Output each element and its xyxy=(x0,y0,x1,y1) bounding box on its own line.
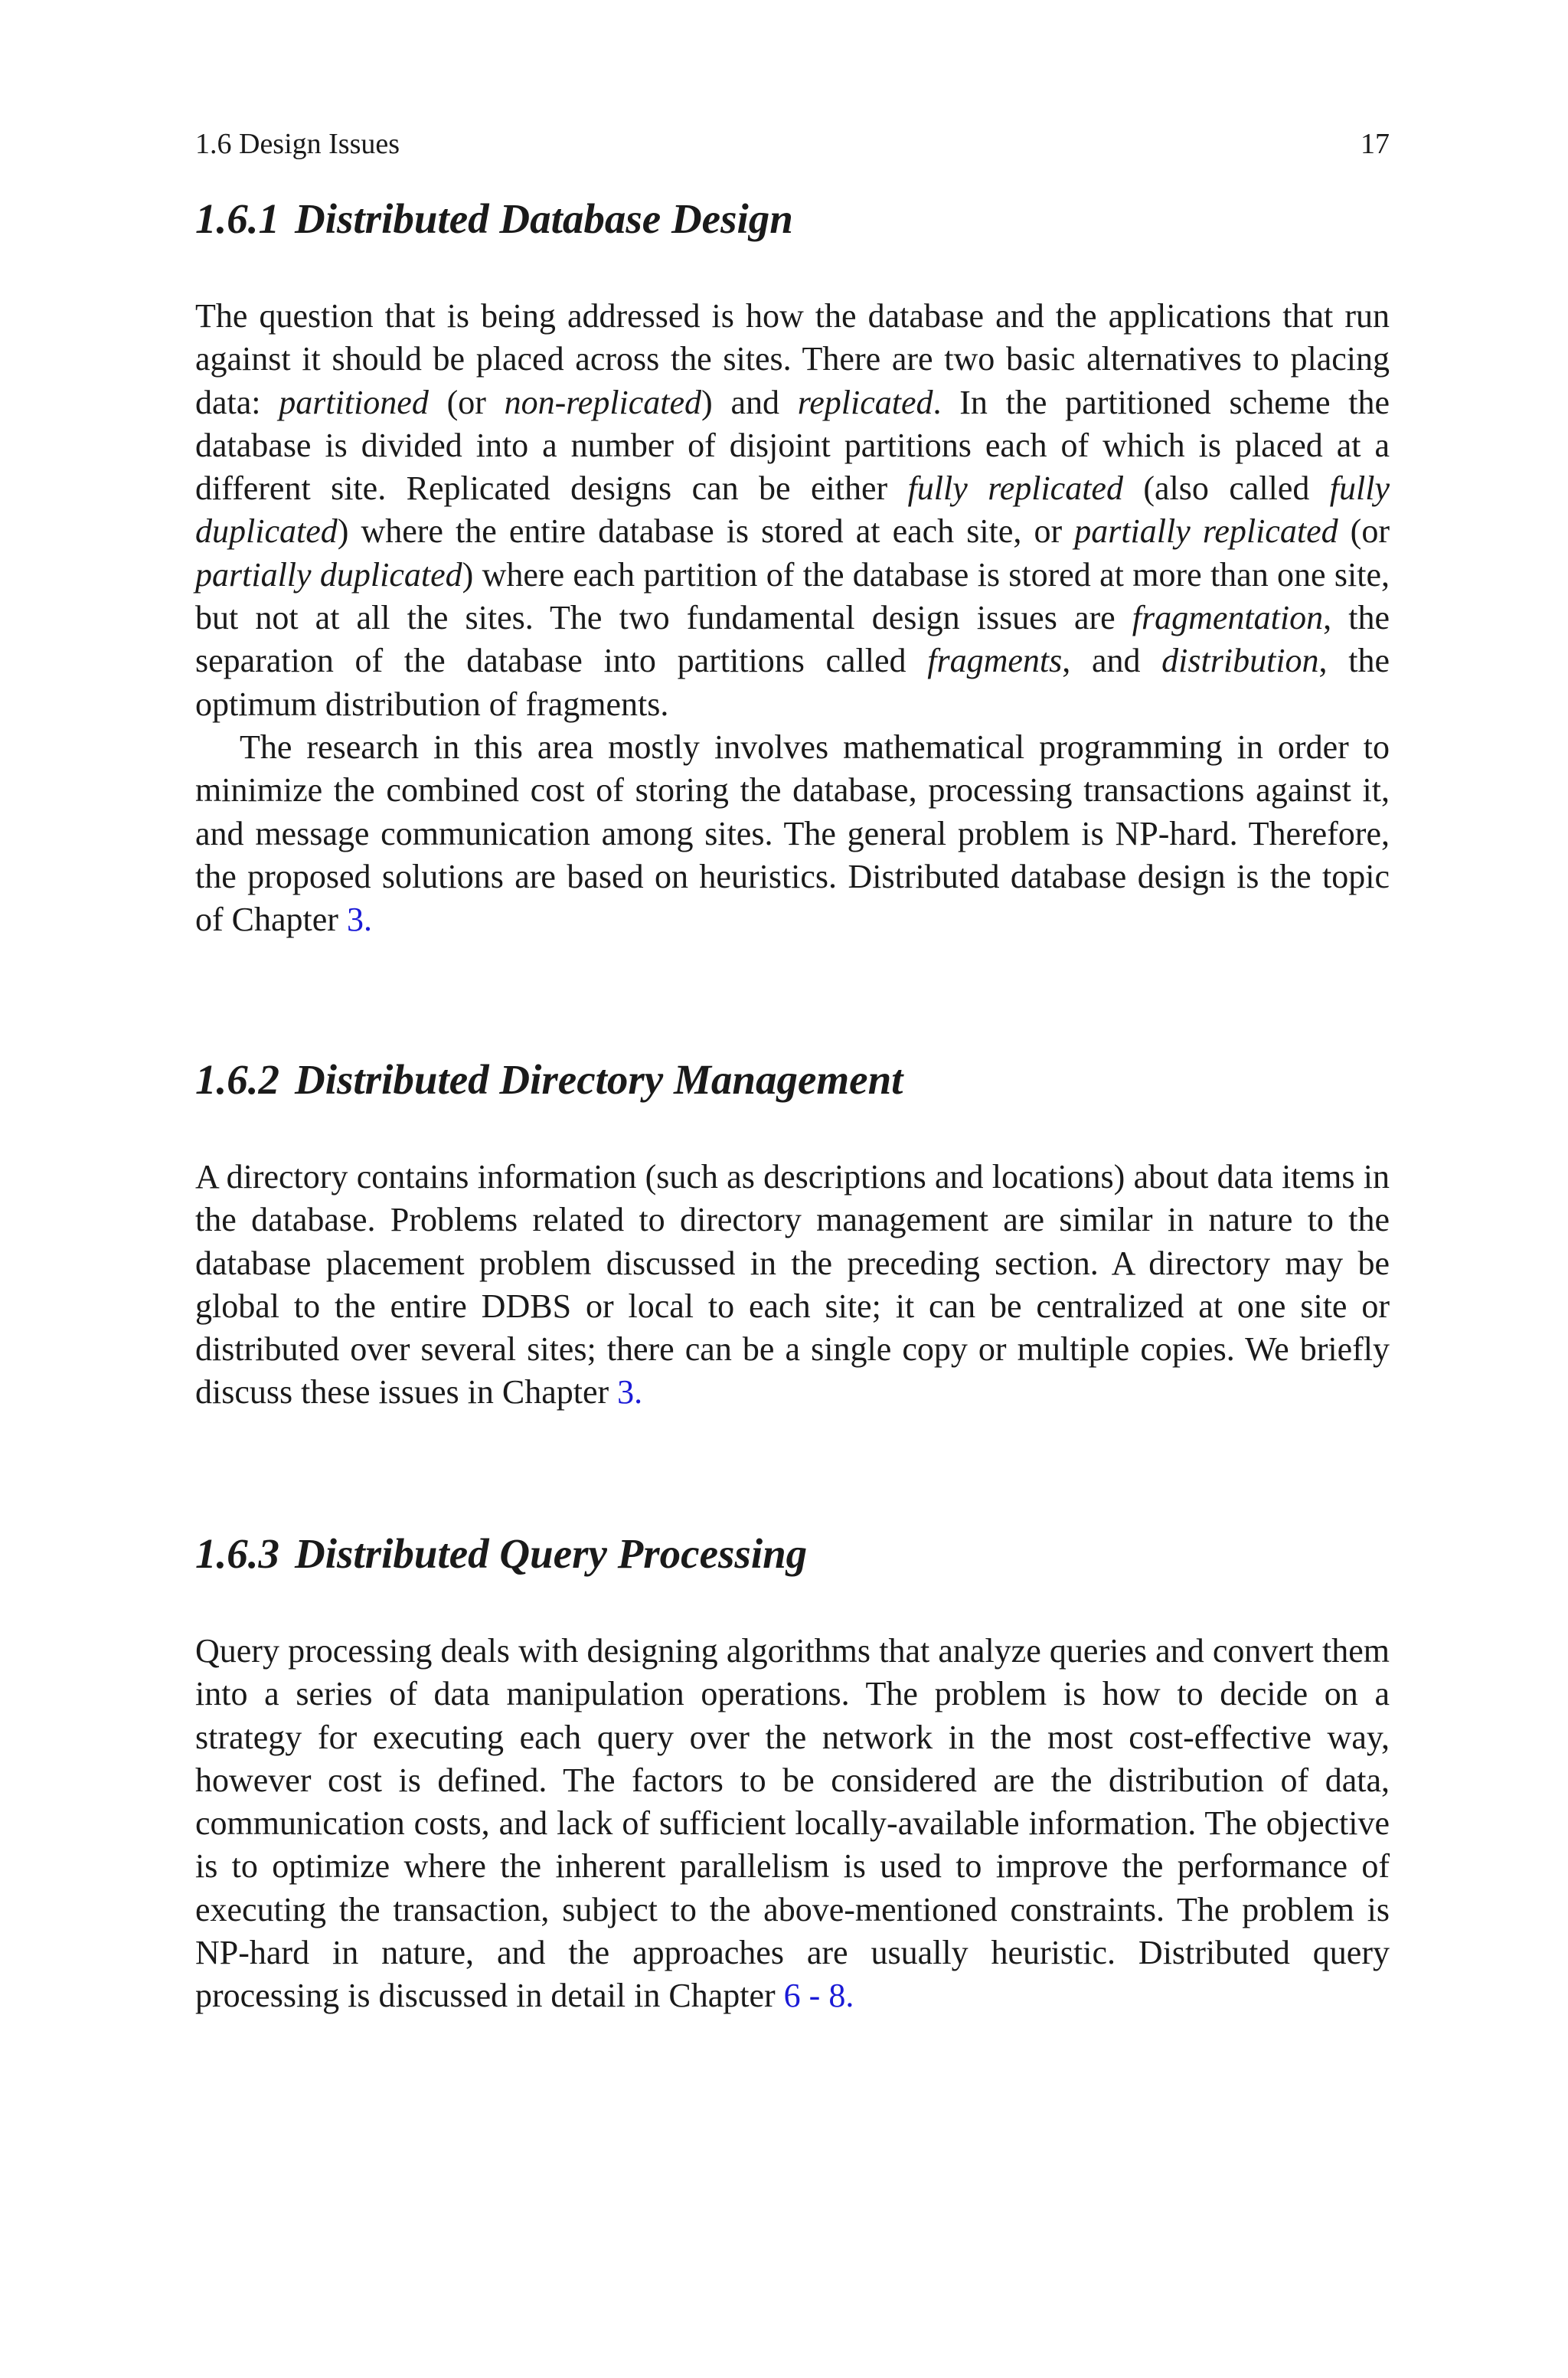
section-title: Distributed Database Design xyxy=(295,195,793,242)
running-head xyxy=(195,127,1390,161)
page-number: 17 xyxy=(1361,128,1390,160)
paragraph: Query processing deals with designing algorithms that analyze queries and convert them into a series of data manipulation operations. The problem is how to decide on a strategy for executing each query over the network in the most cost-effective way, however cost is defined. The factors to be considered are the distribution of data, communication costs, and lack of sufficient locally-available information. The objective is to optimize where the inherent parallelism is used to improve the performance of executing the transaction, subject to the above-mentioned constraints. The problem is NP-hard in nature, and the approaches are usually heuristic. Distributed query processing is discussed in detail in Chapter 6 - 8. xyxy=(195,1632,1390,2015)
section-number: 1.6.1 xyxy=(195,195,279,242)
section-distributed-database-design xyxy=(195,195,1390,941)
section-number: 1.6.3 xyxy=(195,1530,279,1577)
section-heading xyxy=(195,1529,1390,1578)
chapter-link[interactable]: 6 xyxy=(783,1977,801,2015)
section-heading xyxy=(195,1055,1390,1104)
section-title: Distributed Query Processing xyxy=(295,1530,808,1577)
paragraph: The research in this area mostly involves mathematical programming in order to minimize the combined cost of storing the database, processing transactions against it, and message communication among sites. The general problem is NP-hard. Therefore, the proposed solutions are based on heuristics. Distributed database design is the topic of Chapter 3. xyxy=(195,728,1390,939)
section-distributed-query-processing xyxy=(195,1529,1390,2018)
chapter-link[interactable]: 3. xyxy=(346,901,372,939)
chapter-link[interactable]: 3. xyxy=(617,1373,643,1411)
section-distributed-directory-management xyxy=(195,1055,1390,1415)
paragraph: A directory contains information (such as descriptions and locations) about data items in the database. Problems related to directory management are similar in nature to the database placement problem discussed in the preceding section. A directory may be global to the entire DDBS or local to each site; it can be centralized at one site or distributed over several sites; there can be a single copy or multiple copies. We briefly discuss these issues in Chapter 3. xyxy=(195,1158,1390,1411)
chapter-link[interactable]: 8. xyxy=(828,1977,854,2015)
section-title: Distributed Directory Management xyxy=(295,1056,903,1103)
paragraph: The question that is being addressed is how the database and the applications that run against it should be placed across the sites. There are two basic alternatives to placing data: partitioned (or non-replicated) and replicated. In the partitioned scheme the database is divided into a number of disjoint partitions each of which is placed at a different site. Replicated designs can be either fully replicated (also called fully duplicated) where the entire database is stored at each site, or partially replicated (or partially duplicated) where each partition of the database is stored at more than one site, but not at all the sites. The two fundamental design issues are fragmentation, the separation of the database into partitions called fragments, and distribution, the optimum distribution of fragments. xyxy=(195,297,1390,723)
running-head-section: 1.6 Design Issues xyxy=(195,128,400,160)
section-heading xyxy=(195,195,1390,244)
section-number: 1.6.2 xyxy=(195,1056,279,1103)
